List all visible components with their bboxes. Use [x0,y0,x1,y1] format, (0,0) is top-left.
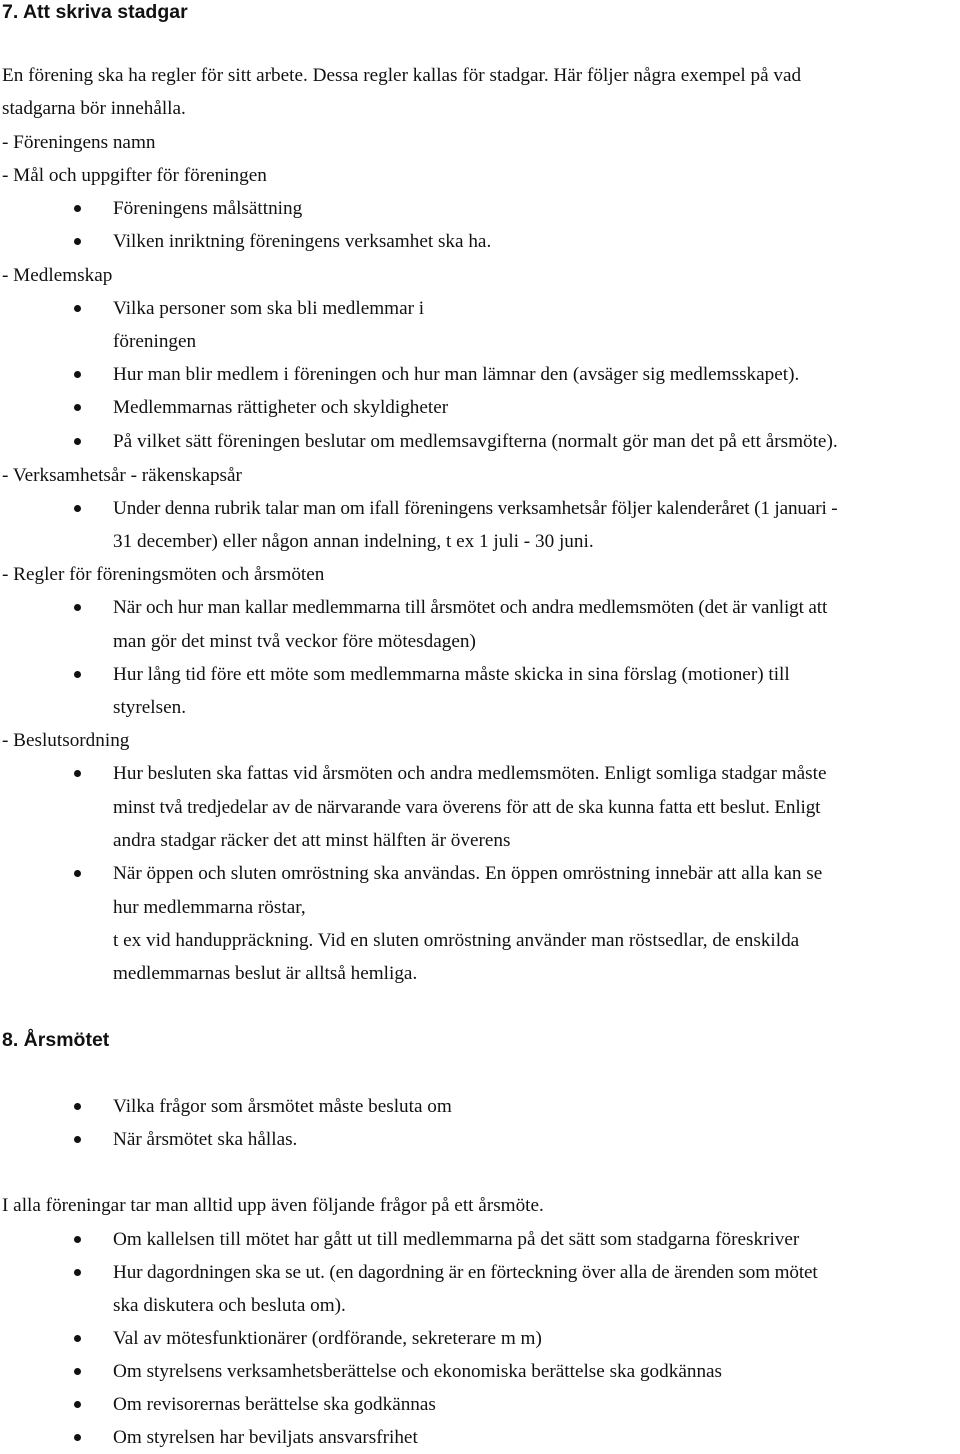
item-regler: - Regler för föreningsmöten och årsmöten [2,564,325,585]
section-8-heading: 8. Årsmötet [2,1029,110,1051]
item-foreningens-namn: - Föreningens namn [2,132,156,153]
list-item-continuation: andra stadgar räcker det att minst hälften är överens [113,830,511,851]
list-item: Om styrelsen har beviljats ansvarsfrihet [113,1427,418,1448]
list-item: När öppen och sluten omröstning ska användas. En öppen omröstning innebär att alla kan se [113,863,823,884]
list-item: Hur man blir medlem i föreningen och hur man lämnar den (avsäger sig medlemsskapet). [113,364,800,385]
list-item: På vilket sätt föreningen beslutar om medlemsavgifterna (normalt gör man det på ett årsmöte). [113,431,838,452]
list-item: När och hur man kallar medlemmarna till årsmötet och andra medlemsmöten (det är vanligt att [113,597,828,618]
list-item-continuation: ska diskutera och besluta om). [113,1295,346,1316]
list-item: Vilka personer som ska bli medlemmar i [113,298,425,319]
bullet-icon [74,1236,81,1243]
list-item: Hur besluten ska fattas vid årsmöten och andra medlemsmöten. Enligt somliga stadgar måste [113,763,827,784]
bullet-icon [74,371,81,378]
list-item-continuation: minst två tredjedelar av de närvarande vara överens för att de ska kunna fatta ett beslut. Enligt [113,797,821,818]
list-item: Val av mötesfunktionärer (ordförande, sekreterare m m) [113,1328,542,1349]
list-item-continuation: styrelsen. [113,697,187,718]
list-item: Om kallelsen till mötet har gått ut till medlemmarna på det sätt som stadgarna föreskriver [113,1229,800,1250]
bullet-icon [74,1136,81,1143]
bullet-icon [74,770,81,777]
list-item: Vilka frågor som årsmötet måste besluta om [113,1096,452,1117]
bullet-icon [74,404,81,411]
item-mal-och-uppgifter: - Mål och uppgifter för föreningen [2,165,267,186]
list-item-continuation: föreningen [113,331,197,352]
bullet-icon [74,1368,81,1375]
list-item: Om styrelsens verksamhetsberättelse och ekonomiska berättelse ska godkännas [113,1361,723,1382]
bullet-icon [74,305,81,312]
intro-line-1: En förening ska ha regler för sitt arbete. Dessa regler kallas för stadgar. Här följer några exempel på vad [2,65,802,86]
bullet-icon [74,671,81,678]
section-7-heading: 7. Att skriva stadgar [2,1,188,23]
bullet-icon [74,1434,81,1441]
item-beslutsordning: - Beslutsordning [2,730,130,751]
list-item: Hur lång tid före ett möte som medlemmarna måste skicka in sina förslag (motioner) till [113,664,790,685]
list-item: Medlemmarnas rättigheter och skyldigheter [113,397,449,418]
list-item: Föreningens målsättning [113,198,303,219]
bullet-icon [74,604,81,611]
list-item-continuation: t ex vid handuppräckning. Vid en sluten omröstning använder man röstsedlar, de enskilda [113,930,800,951]
bullet-icon [74,1401,81,1408]
item-medlemskap: - Medlemskap [2,265,113,286]
list-item-continuation: medlemmarnas beslut är alltså hemliga. [113,963,418,984]
list-item-continuation: man gör det minst två veckor före mötesdagen) [113,631,476,652]
bullet-icon [74,1335,81,1342]
arsmote-intro: I alla föreningar tar man alltid upp även följande frågor på ett årsmöte. [2,1195,544,1216]
list-item: Under denna rubrik talar man om ifall föreningens verksamhetsår följer kalenderåret (1 januari - [113,498,838,519]
bullet-icon [74,505,81,512]
list-item: Vilken inriktning föreningens verksamhet ska ha. [113,231,492,252]
list-item: Hur dagordningen ska se ut. (en dagordning är en förteckning över alla de ärenden som mötet [113,1262,818,1283]
list-item-continuation: hur medlemmarna röstar, [113,897,306,918]
list-item: Om revisorernas berättelse ska godkännas [113,1394,436,1415]
bullet-icon [74,205,81,212]
intro-line-2: stadgarna bör innehålla. [2,98,186,119]
bullet-icon [74,870,81,877]
list-item: När årsmötet ska hållas. [113,1129,298,1150]
bullet-icon [74,1103,81,1110]
bullet-icon [74,438,81,445]
list-item-continuation: 31 december) eller någon annan indelning, t ex 1 juli - 30 juni. [113,531,594,552]
item-verksamhetsar: - Verksamhetsår - räkenskapsår [2,465,242,486]
bullet-icon [74,238,81,245]
bullet-icon [74,1269,81,1276]
